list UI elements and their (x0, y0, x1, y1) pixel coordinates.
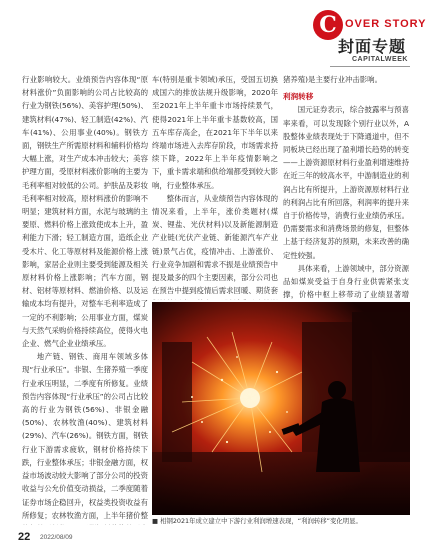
paragraph: 国元证券表示，综合披露率与预喜率来看，可以发现除个别行业以外，A股整体业绩表现处于下降通道中，但不同板块已经出现了盈利增长趋势的转变——上游资源原材料行业盈利增速维持在近三年的较高水平，中游制造业的利润占比有所提升，上游资源原材料行业的利润占比有所回落，利润率的提升来自于价格传导，消费行业业绩仍承压。仍需要需求和消费场景的修复，但整体上基于经济复苏的预期，未来改善的确定性较强。 (283, 105, 409, 260)
paragraph: 具体来看，上游领域中，部分资源品如煤炭受益于自身行业供需紧张支撑，价格中枢上移带动了业绩显著增 (283, 263, 409, 300)
section-title-en: OVER STORY (345, 18, 427, 30)
paragraph: 猪养殖)是主要行业冲击影响。 (283, 75, 382, 84)
paragraph: 整体而言，从业绩预告内容体现的情况来看，上半年，涨价类题材(煤炭、锂盐、光伏材料)以及新能源制造产业链(光伏产业链、新能源汽车产业链)景气占优，疫情冲击、上游涨价、行业竞争加剧和需求不振是业绩预告中提及最多的四个主要因素，部分公司也在预告中提到疫情后需求回暖、期货套 (152, 193, 278, 296)
header-divider (330, 66, 410, 67)
paragraph: 车(特别是重卡领域)承压，受国五切换成国六的排放法规升级影响，2020年至2021年上半年重卡市场持续景气，使得2021年上半年重卡基数较高，国五车库存高企，在2021年下半年以来终端市场进入去库存阶段，市场需求持续下降，2022年上半年疫情影响之下，重卡需求端和供给端都受到较大影响，行业整体承压。 (152, 75, 278, 190)
paragraph: 行业影响较大。业绩预告内容体现“原材料涨价”负面影响的公司占比较高的行业为钢铁(56%)、美容护理(50%)、建筑材料(47%)、轻工制造(42%)、汽车(41%)、公用事业(40%)。钢铁方面，钢铁生产所需原材料和辅料价格均大幅上涨，对生产成本冲击较大；美容护理方面，受原材料涨价影响的主要为毛利率相对较低的公司。护肤品及彩妆毛利率相对较高，原材料涨价的影响不明显；建筑材料方面，水泥与玻璃的主要原、燃料价格上涨致使成本上升，盈利能力下滑；轻工制造方面，造纸企业受木片、化工等原材料及能源价格上涨影响，家居企业则主要受到能源及相关原材料价格上涨影响；汽车方面，钢材、铝材等原材料、燃油价格、以及运输成本均有提升，对整车毛利率造成了一定的不利影响；公用事业方面，煤炭与天然气采购价格持续高位，使得火电企业、燃气企业业绩承压。 (22, 75, 148, 349)
section-title-cn: 封面专题 (338, 37, 407, 56)
magazine-name: CAPITALWEEK (352, 56, 408, 63)
article-column-3 (283, 73, 409, 300)
photo-caption (152, 517, 410, 526)
cover-story-logo: C (313, 10, 343, 40)
caption-text: ■ 相钢2021年成立建立中下游行业利润增速表现，“利润转移”变化明显。 (152, 517, 362, 525)
paragraph: 地产链、钢铁、商用车领域多体现“行业承压”。非银、生猪养殖一季度行业承压明显，二季度有所修复。业绩预告内容体现“行业承压”的公司占比较高的行业为钢铁(56%)、非银金融(50%)、农林牧渔(40%)、建筑材料(29%)、汽车(26%)。钢铁方面，钢铁行业下游需求疲软，钢材价格持续下跌，行业整体承压；非银金融方面，权益市场波动较大影响了部分公司的投资收益与公允价值变动损益，二季度随着证券市场企稳回升，权益类投资收益有所修复；农林牧渔方面，上半年猪价整 (22, 352, 148, 520)
article-column-1 (22, 73, 148, 525)
section-heading: 利润转移 (283, 92, 314, 102)
article-column-2 (152, 73, 278, 300)
page-number: 22 (18, 531, 31, 543)
issue-date: 2022/08/09 (40, 534, 73, 541)
steel-mill-photo (152, 302, 410, 515)
